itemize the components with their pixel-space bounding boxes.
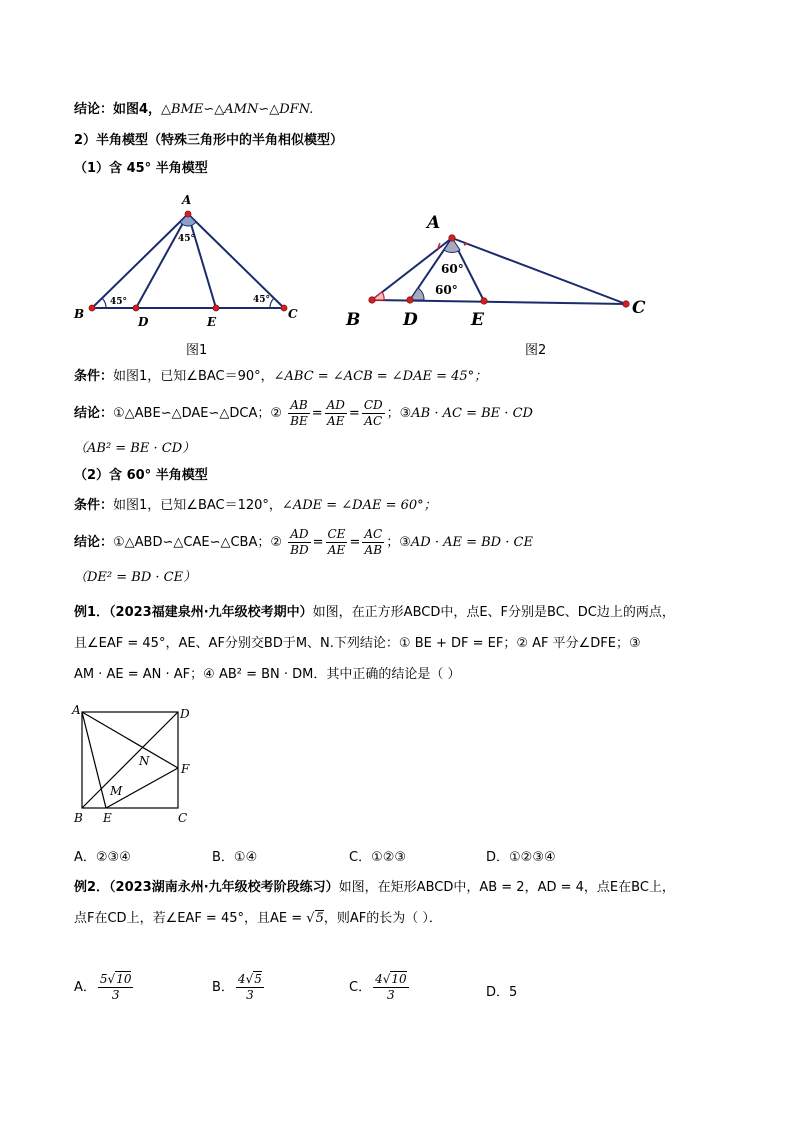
ex1-label-n: N [139,754,150,768]
concl2-eq-2: = [349,535,361,550]
concl1-eq-2: = [348,406,360,421]
concl1-eq-1: = [311,406,323,421]
concl2-label: 结论： [74,535,114,550]
ex1-option-d[interactable]: D．①②③④ [486,850,556,865]
fig2-caption: 图2 [525,343,547,358]
ex1-option-b[interactable]: B．①④ [212,850,258,865]
cond1-label: 条件： [74,369,114,384]
fig1-label-e: E [207,315,217,329]
ex1-square-figure [70,700,200,830]
ex2-text-2b: ，则AF的长为（ ）． [323,911,442,926]
concl1-part1: ①△ABE∽△DAE∽△DCA；② [113,406,282,421]
fig2-label-d: D [403,310,418,330]
ex1-label-d: D [180,707,190,721]
fig1-label-a: A [182,193,192,207]
ex1-line-2: 且∠EAF = 45°，AE、AF分别交BD于M、N.下列结论：① BE + DF = EF；② AF 平分∠DFE；③ [74,636,641,651]
fig1-label-c: C [288,307,298,321]
concl1-part2: ；③ [386,406,412,421]
condition-2 [74,497,437,515]
cond1-text2: ∠ABC = ∠ACB = ∠DAE = 45°； [273,369,488,384]
conclusion-label: 结论：如图4， [74,102,162,117]
sub2-title: （2）含 60° 半角模型 [74,468,208,483]
fig2-angle-top: 60° [441,262,464,276]
fig2-label-c: C [632,298,646,318]
cond2-label: 条件： [74,498,114,513]
concl1-label: 结论： [74,406,114,421]
concl1-frac-3: $\frac{CD}{AC}$ [363,398,383,428]
concl1-frac-2: $\frac{AD}{AE}$ [326,398,345,428]
figure-2 [340,205,660,335]
ex2-option-b[interactable]: B． $\frac{4√5}{3}$ [212,972,262,1002]
concl2-extra: （DE² = BD · CE） [74,570,197,585]
concl1-expr: AB · AC = BE · CD [411,406,533,421]
ex1-line-3: AM · AE = AN · AF；④ AB² = BN · DM．其中正确的结论是（ ） [74,667,461,682]
fig1-label-d: D [138,315,149,329]
concl2-part1: ①△ABD∽△CAE∽△CBA；② [113,535,282,550]
fig2-angle-d: 60° [435,283,458,297]
concl2-frac-2: $\frac{CE}{AE}$ [327,527,346,557]
ex1-line-1 [74,604,675,622]
sub1-title: （1）含 45° 半角模型 [74,161,208,176]
concl1-frac-1: $\frac{AB}{BE}$ [290,398,308,428]
conclusion-fig4 [74,101,313,119]
condition-1 [74,368,487,386]
ex2-text-1: 如图，在矩形ABCD中，AB = 2，AD = 4，点E在BC上， [338,880,675,895]
ex1-label-f: F [181,762,190,776]
cond1-text1: 如图1，已知∠BAC＝90°， [113,369,274,384]
ex1-source: 例1．（2023福建泉州·九年级校考期中） [74,605,313,620]
cond2-text2: ∠ADE = ∠DAE = 60°； [281,498,437,513]
concl2-expr: AD · AE = BD · CE [410,535,533,550]
concl2-frac-1: $\frac{AD}{BD}$ [290,527,309,557]
concl2-frac-3: $\frac{AC}{AB}$ [364,527,383,557]
ex1-label-e: E [103,811,112,825]
ex2-option-c[interactable]: C． $\frac{4√10}{3}$ [349,972,407,1002]
ex1-label-c: C [178,811,188,825]
ex2-line-1 [74,879,675,897]
ex1-label-m: M [110,784,123,798]
fig2-label-a: A [427,213,441,233]
fig1-label-b: B [74,307,85,321]
cond2-text1: 如图1，已知∠BAC＝120°， [113,498,282,513]
ex1-text-1: 如图，在正方形ABCD中，点E、F分别是BC、DC边上的两点， [312,605,675,620]
section-title: 2）半角模型（特殊三角形中的半角相似模型） [74,133,344,148]
ex1-option-a[interactable]: A．②③④ [74,850,131,865]
concl2-part2: ；③ [386,535,411,550]
conclusion-1 [74,397,533,431]
concl1-extra: （AB² = BE · CD） [74,441,196,456]
figure-1 [70,190,310,335]
concl2-eq-1: = [312,535,324,550]
conclusion-text: △BME∽△AMN∽△DFN. [161,102,314,117]
fig1-angle-right: 45° [253,295,271,305]
ex2-option-a[interactable]: A． $\frac{5√10}{3}$ [74,972,132,1002]
fig2-label-e: E [471,310,484,330]
ex2-text-2a: 点F在CD上，若∠EAF = 45°，且AE = [74,911,307,926]
ex1-option-c[interactable]: C．①②③ [349,850,407,865]
fig1-angle-top: 45° [178,234,196,244]
ex2-option-d[interactable]: D．5 [486,985,518,1000]
conclusion-2 [74,526,533,560]
ex2-sqrt: √5 [306,911,324,926]
ex2-line-2 [74,910,442,928]
ex2-source: 例2．（2023湖南永州·九年级校考阶段练习） [74,880,339,895]
ex1-label-a: A [72,703,81,717]
ex1-label-b: B [74,811,83,825]
fig1-caption: 图1 [186,343,208,358]
fig2-label-b: B [346,310,361,330]
fig1-angle-left: 45° [110,297,128,307]
